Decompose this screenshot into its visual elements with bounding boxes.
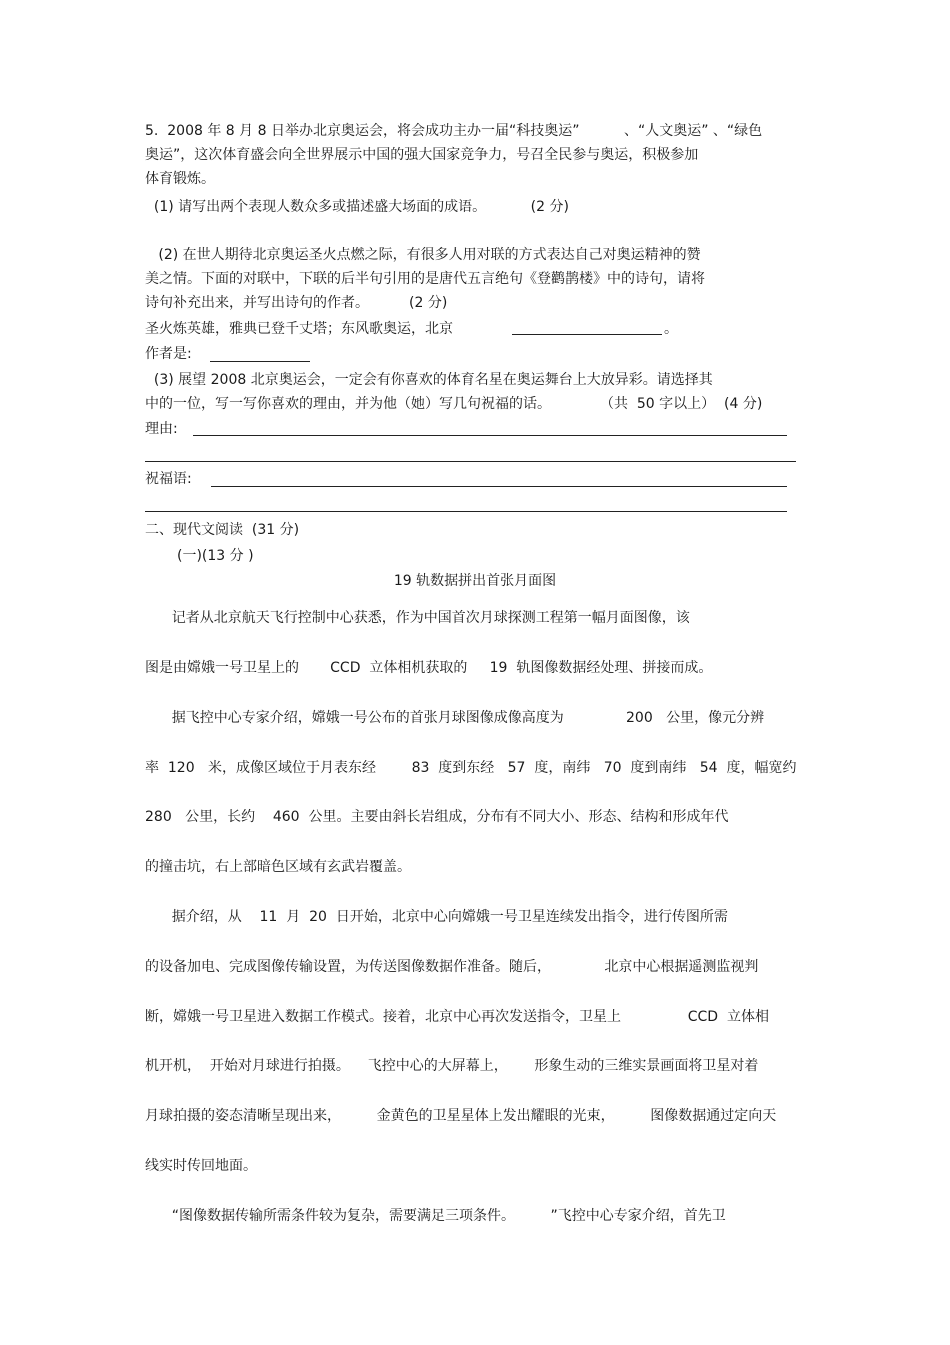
q5-sub2-line-3: 诗句补充出来，并写出诗句的作者。 (2 分) (145, 295, 448, 311)
section-2-title: 二、现代文阅读 (31 分) (145, 522, 300, 538)
wish-label: 祝福语: (145, 471, 192, 487)
article-line-6: 的撞击坑，右上部暗色区域有玄武岩覆盖。 (145, 859, 411, 875)
section-2-part-label: (一)(13 分 ) (177, 548, 254, 564)
article-line-10: 机开机， 开始对月球进行拍摄。 飞控中心的大屏幕上， 形象生动的三维实景画面将卫星对着 (145, 1058, 759, 1074)
author-answer-blank[interactable] (210, 361, 310, 362)
reason-answer-line-2[interactable] (145, 461, 796, 462)
article-line-11: 月球拍摄的姿态清晰呈现出来， 金黄色的卫星星体上发出耀眼的光束， 图像数据通过定向天 (145, 1108, 777, 1124)
reason-label: 理由: (145, 421, 178, 437)
q5-sub3-line-2: 中的一位，写一写你喜欢的理由，并为他（她）写几句祝福的话。 （共 50 字以上） (4 分) (145, 396, 763, 412)
article-line-3: 据飞控中心专家介绍，嫦娥一号公布的首张月球图像成像高度为 200 公里，像元分辨 (145, 710, 765, 726)
couplet-text: 圣火炼英雄，雅典已登千丈塔；东风歌奥运，北京 (145, 321, 453, 337)
article-title: 19 轨数据拼出首张月面图 (393, 573, 557, 589)
q5-sub3-line-1: (3) 展望 2008 北京奥运会，一定会有你喜欢的体育名星在奥运舞台上大放异彩。请选择其 (145, 372, 713, 388)
article-line-5: 280 公里，长约 460 公里。主要由斜长岩组成，分布有不同大小、形态、结构和形成年代 (145, 809, 729, 825)
article-line-13: “图像数据传输所需条件较为复杂，需要满足三项条件。 ”飞控中心专家介绍，首先卫 (145, 1208, 726, 1224)
couplet-answer-blank[interactable] (512, 334, 662, 335)
q5-intro-line-1: 5. 2008 年 8 月 8 日举办北京奥运会，将会成功主办一届“科技奥运” 、“人文奥运” 、“绿色 (145, 123, 763, 139)
author-label: 作者是: (145, 346, 192, 362)
article-line-7: 据介绍，从 11 月 20 日开始，北京中心向嫦娥一号卫星连续发出指令，进行传图所需 (145, 909, 728, 925)
article-line-12: 线实时传回地面。 (145, 1158, 257, 1174)
article-line-4: 率 120 米，成像区域位于月表东经 83 度到东经 57 度，南纬 70 度到南纬 54 度，幅宽约 (145, 760, 797, 776)
wish-answer-line-2[interactable] (145, 511, 787, 512)
article-line-2: 图是由嫦娥一号卫星上的 CCD 立体相机获取的 19 轨图像数据经处理、拼接而成。 (145, 660, 713, 676)
q5-sub2-line-1: (2) 在世人期待北京奥运圣火点燃之际，有很多人用对联的方式表达自己对奥运精神的赞 (145, 247, 701, 263)
couplet-end-mark: 。 (664, 321, 678, 337)
article-line-8: 的设备加电、完成图像传输设置，为传送图像数据作准备。随后， 北京中心根据遥测监视判 (145, 959, 759, 975)
q5-sub1: (1) 请写出两个表现人数众多或描述盛大场面的成语。 (2 分) (145, 199, 569, 215)
q5-sub2-line-2: 美之情。下面的对联中，下联的后半句引用的是唐代五言绝句《登鹳鹊楼》中的诗句，请将 (145, 271, 705, 287)
reason-answer-line-1[interactable] (193, 435, 787, 436)
q5-intro-line-3: 体育锻炼。 (145, 171, 215, 187)
article-line-1: 记者从北京航天飞行控制中心获悉，作为中国首次月球探测工程第一幅月面图像，该 (145, 610, 690, 626)
article-line-9: 断，嫦娥一号卫星进入数据工作模式。接着，北京中心再次发送指令，卫星上 CCD 立体相 (145, 1009, 769, 1025)
q5-intro-line-2: 奥运”，这次体育盛会向全世界展示中国的强大国家竞争力，号召全民参与奥运，积极参加 (145, 147, 699, 163)
wish-answer-line-1[interactable] (211, 486, 787, 487)
